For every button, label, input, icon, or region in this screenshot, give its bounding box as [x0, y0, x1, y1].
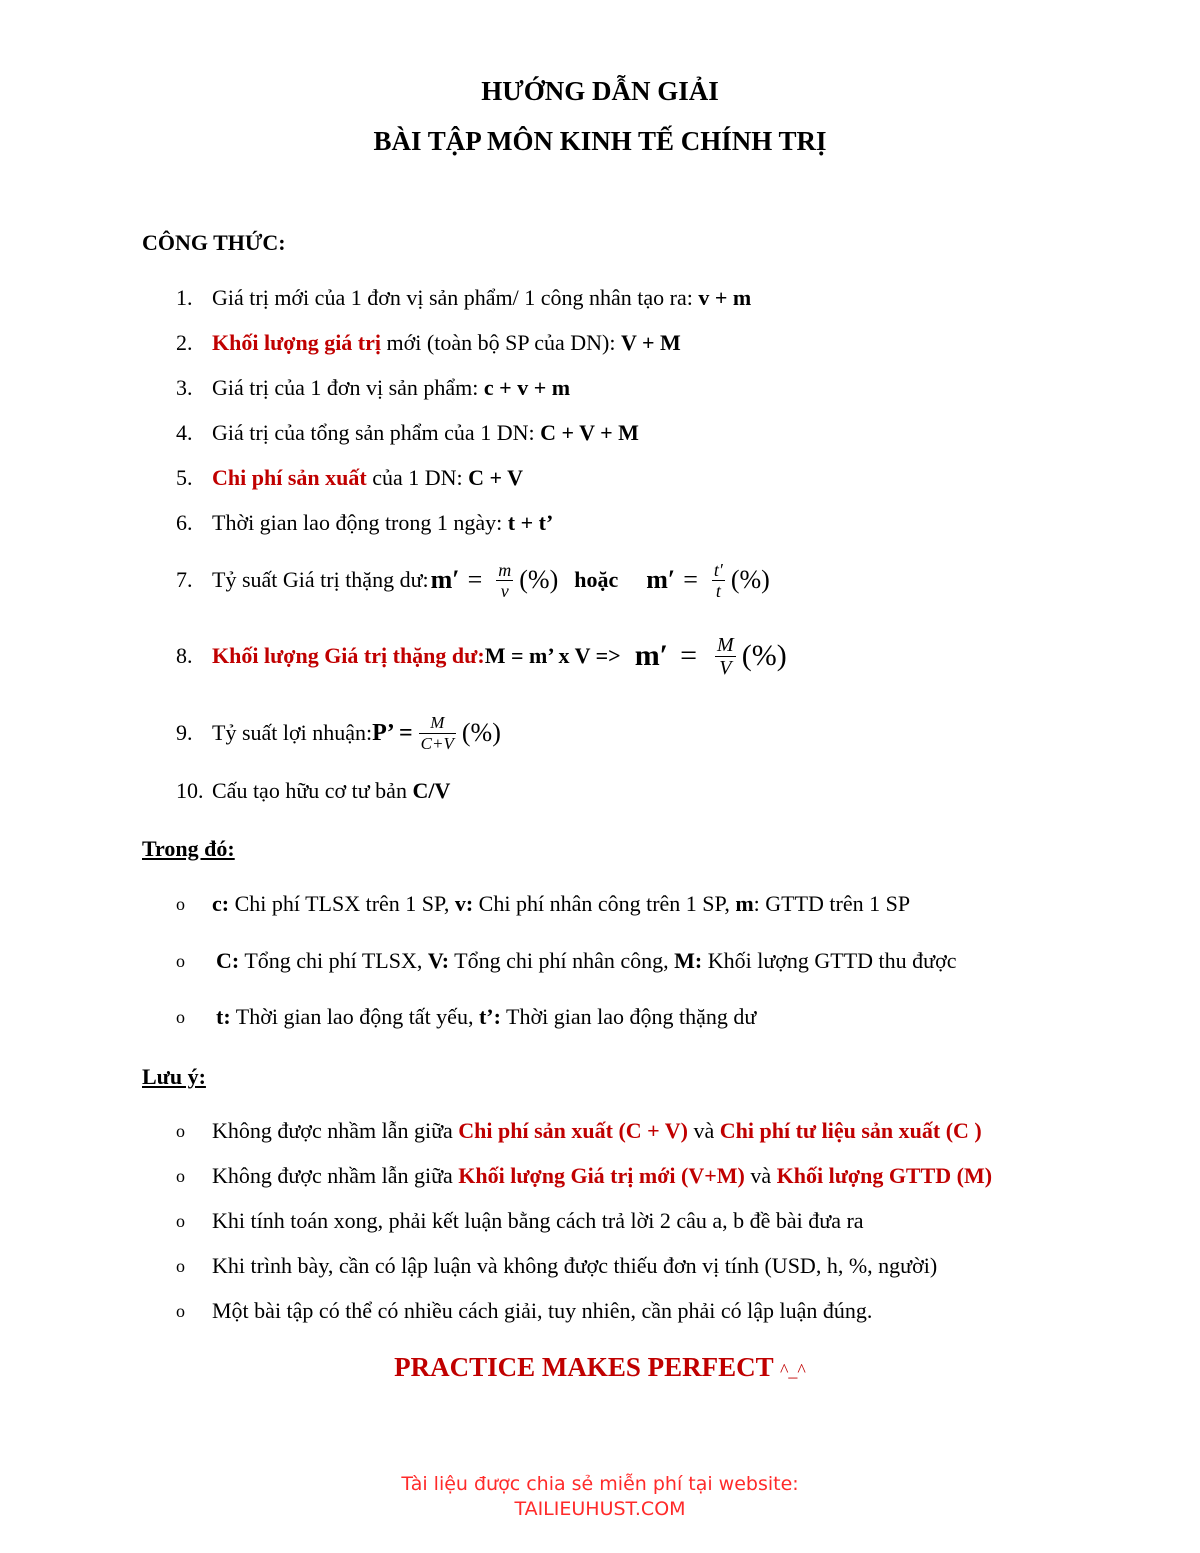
formula-text: Giá trị của tổng sản phẩm của 1 DN:	[212, 420, 541, 445]
formula-equals-2: =	[683, 565, 698, 594]
note-text: và	[688, 1118, 720, 1143]
note-text: Không được nhầm lẫn giữa	[212, 1163, 459, 1188]
formula-percent: (%)	[519, 565, 559, 594]
formula-text: Giá trị của 1 đơn vị sản phẩm:	[212, 375, 484, 400]
formula-number: 3.	[176, 375, 193, 400]
document-title	[0, 72, 1200, 160]
note-item-4	[0, 1246, 1200, 1286]
formula-text: Giá trị mới của 1 đơn vị sản phẩm/ 1 công nhân tạo ra:	[212, 285, 699, 310]
term-key: V:	[427, 948, 450, 973]
formula-expression: V + M	[620, 330, 681, 355]
term-desc: Chi phí nhân công trên 1 SP,	[473, 891, 736, 916]
website-credit	[0, 1472, 1200, 1522]
formula-lhs: P’ =	[372, 719, 413, 746]
note-text: Không được nhầm lẫn giữa	[212, 1118, 459, 1143]
note-text: Khi trình bày, cần có lập luận và không được thiếu đơn vị tính (USD, h, %, người)	[212, 1253, 938, 1278]
term-desc: Thời gian lao động thặng dư	[500, 1004, 757, 1029]
fraction-M-over-C-plus-V	[419, 713, 456, 754]
term-desc: Chi phí TLSX trên 1 SP,	[229, 891, 455, 916]
note-text: và	[744, 1163, 777, 1188]
where-item-1	[0, 884, 1200, 924]
formula-item-6	[0, 503, 1200, 543]
closing-text: PRACTICE MAKES PERFECT	[394, 1352, 774, 1382]
formula-expression: t + t’	[507, 510, 554, 535]
bullet-icon: o	[176, 1165, 185, 1186]
fraction-m-over-v	[496, 560, 513, 601]
term-desc: Thời gian lao động tất yếu,	[230, 1004, 479, 1029]
formula-lhs: m′	[430, 565, 460, 594]
formula-item-8	[0, 630, 1200, 682]
note-item-2	[0, 1156, 1200, 1196]
term-key: m	[735, 891, 754, 916]
formula-lhs: m′	[634, 639, 669, 672]
formula-percent-2: (%)	[730, 565, 770, 594]
bullet-icon: o	[176, 893, 185, 914]
formula-expression: v + m	[698, 285, 752, 310]
formula-item-4	[0, 413, 1200, 453]
formula-highlight: Chi phí sản xuất	[212, 465, 367, 490]
formula-expression: M = m’ x V =>	[484, 643, 621, 668]
note-highlight: Khối lượng Giá trị mới (V+M)	[458, 1163, 745, 1188]
term-desc: Khối lượng GTTD thu được	[702, 948, 957, 973]
title-line-1: HƯỚNG DẪN GIẢI	[481, 76, 719, 106]
bullet-icon: o	[176, 1255, 185, 1276]
bullet-icon: o	[176, 950, 185, 971]
note-highlight: Chi phí sản xuất (C + V)	[458, 1118, 689, 1143]
formula-text: Cấu tạo hữu cơ tư bản	[212, 778, 413, 803]
formula-item-10	[0, 771, 1200, 811]
formula-expression: C + V + M	[540, 420, 639, 445]
formula-item-5	[0, 458, 1200, 498]
formula-number: 8.	[176, 643, 193, 668]
where-item-3	[0, 997, 1200, 1037]
formula-number: 2.	[176, 330, 193, 355]
formula-percent: (%)	[461, 718, 501, 747]
term-desc: Tổng chi phí TLSX,	[239, 948, 428, 973]
smile-emoticon: ^_^	[779, 1360, 806, 1380]
note-item-3	[0, 1201, 1200, 1241]
bullet-icon: o	[176, 1120, 185, 1141]
fraction-denominator: V	[719, 656, 732, 679]
formula-text: mới (toàn bộ SP của DN):	[381, 330, 621, 355]
fraction-denominator: v	[500, 580, 509, 601]
formula-highlight: Khối lượng giá trị	[212, 330, 382, 355]
formula-equals: =	[467, 565, 483, 594]
fraction-denominator: t	[715, 580, 721, 601]
bullet-icon: o	[176, 1006, 185, 1027]
fraction-numerator: M	[717, 633, 734, 656]
fraction-numerator: M	[430, 712, 445, 732]
formula-number: 4.	[176, 420, 193, 445]
term-desc: Tổng chi phí nhân công,	[449, 948, 675, 973]
note-item-1	[0, 1111, 1200, 1151]
fraction-numerator: m	[498, 559, 512, 580]
bullet-icon: o	[176, 1210, 185, 1231]
term-key: t’:	[478, 1004, 501, 1029]
formula-equals: =	[680, 639, 698, 672]
formula-number: 6.	[176, 510, 193, 535]
formula-item-7	[0, 558, 1200, 602]
term-key: v:	[454, 891, 474, 916]
note-text: Khi tính toán xong, phải kết luận bằng cách trả lời 2 câu a, b đề bài đưa ra	[212, 1208, 864, 1233]
term-key: M:	[674, 948, 703, 973]
closing-slogan	[0, 1352, 1200, 1383]
formula-item-9	[0, 710, 1200, 756]
formula-text: Tỷ suất lợi nhuận:	[212, 720, 373, 745]
bullet-icon: o	[176, 1300, 185, 1321]
term-key: C:	[216, 948, 240, 973]
formula-text: của 1 DN:	[366, 465, 469, 490]
title-line-2: BÀI TẬP MÔN KINH TẾ CHÍNH TRỊ	[373, 126, 827, 156]
formula-number: 1.	[176, 285, 193, 310]
formula-number: 5.	[176, 465, 193, 490]
website-link[interactable]: TAILIEUHUST.COM	[514, 1498, 686, 1520]
formula-or: hoặc	[574, 567, 619, 592]
fraction-t-prime-over-t	[712, 560, 725, 601]
website-line-1: Tài liệu được chia sẻ miễn phí tại website:	[401, 1473, 799, 1495]
note-highlight: Chi phí tư liệu sản xuất (C )	[719, 1118, 982, 1143]
note-item-5	[0, 1291, 1200, 1331]
formulas-heading: CÔNG THỨC:	[142, 230, 286, 255]
term-key: t:	[216, 1004, 231, 1029]
term-desc: : GTTD trên 1 SP	[753, 891, 911, 916]
fraction-numerator: t′	[713, 559, 723, 580]
notes-heading: Lưu ý:	[142, 1064, 206, 1089]
formula-item-2	[0, 323, 1200, 363]
formula-expression: C/V	[412, 778, 451, 803]
where-heading: Trong đó:	[142, 836, 235, 861]
fraction-denominator: C+V	[420, 733, 454, 753]
formula-number: 9.	[176, 720, 193, 745]
note-highlight: Khối lượng GTTD (M)	[776, 1163, 993, 1188]
formula-expression: c + v + m	[483, 375, 571, 400]
formula-percent: (%)	[741, 639, 787, 672]
formula-highlight: Khối lượng Giá trị thặng dư:	[212, 643, 485, 668]
formula-item-3	[0, 368, 1200, 408]
formula-lhs-2: m′	[646, 565, 676, 594]
fraction-M-over-V	[715, 634, 736, 679]
formula-number: 7.	[176, 567, 193, 592]
term-key: c:	[212, 891, 230, 916]
formula-item-1	[0, 278, 1200, 318]
formula-number: 10.	[176, 778, 204, 803]
formula-expression: C + V	[468, 465, 524, 490]
formula-text: Tỷ suất Giá trị thặng dư:	[212, 567, 429, 592]
where-item-2	[0, 941, 1200, 981]
note-text: Một bài tập có thể có nhiều cách giải, tuy nhiên, cần phải có lập luận đúng.	[212, 1298, 873, 1323]
formula-text: Thời gian lao động trong 1 ngày:	[212, 510, 508, 535]
